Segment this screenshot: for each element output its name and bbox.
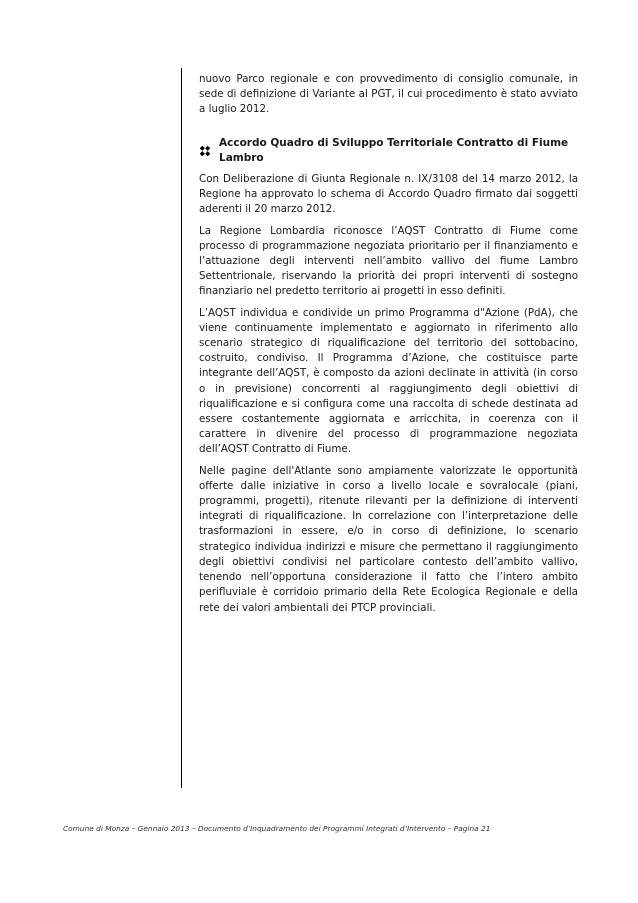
section-heading-text: Accordo Quadro di Sviluppo Territoriale Contratto di Fiume Lambro [219,136,569,164]
paragraph: La Regione Lombardia riconosce l’AQST Contratto di Fiume come processo di programmazione negoziata prioritario per il finanziamento e l’attuazione degli interventi nell’ambito vallivo del fiume Lambro Settentrionale, riservando la priorità dei propri interventi di sostegno finanziario nel predetto territorio ai progetti in esso definiti. [199,224,578,298]
margin-rule [181,68,182,788]
document-body [199,72,578,622]
paragraph-intro: nuovo Parco regionale e con provvedimento di consiglio comunale, in sede di definizione di Variante al PGT, il cui procedimento è stato avviato a luglio 2012. [199,73,578,116]
paragraph: Nelle pagine dell'Atlante sono ampiamente valorizzate le opportunità offerte dalle iniziative in corso a livello locale e sovralocale (piani, programmi, progetti), ritenute rilevanti per la definizione di interventi integrati di riqualificazione. In correlazione con l’interpretazione delle trasformazioni in essere, e/o in corso di definizione, lo scenario strategico individua indirizzi e misure che permettano il raggiungimento degli obiettivi condivisi nel particolare contesto dell’ambito vallivo, tenendo nell’opportuna considerazione il fatto che l’intero ambito perifluviale è corridoio primario della Rete Ecologica Regionale e della rete dei valori ambientali dei PTCP provinciali. [199,464,578,614]
page-footer: Comune di Monza – Gennaio 2013 – Documento d’Inquadramento dei Programmi Integrati d’Intervento – Pagina 21 [63,824,491,833]
paragraph: L’AQST individua e condivide un primo Programma d"Azione (PdA), che viene continuamente implementato e aggiornato in riferimento allo scenario strategico di riqualificazione del territorio del sottobacino, costruito, condiviso. Il Programma d’Azione, che costituisce parte integrante dell’AQST, è composto da azioni declinate in attività (in corso o in previsione) concorrenti al raggiungimento degli obiettivi di riqualificazione e si configura come una raccolta di schede destinata ad essere costantemente aggiornata e arricchita, in coerenza con il carattere in divenire del processo di programmazione negoziata dell’AQST Contratto di Fiume. [199,306,578,456]
diamond-bullet-icon [199,145,211,157]
section-heading [199,136,578,166]
paragraph: Con Deliberazione di Giunta Regionale n. IX/3108 del 14 marzo 2012, la Regione ha approvato lo schema di Accordo Quadro firmato dai soggetti aderenti il 20 marzo 2012. [199,173,578,216]
